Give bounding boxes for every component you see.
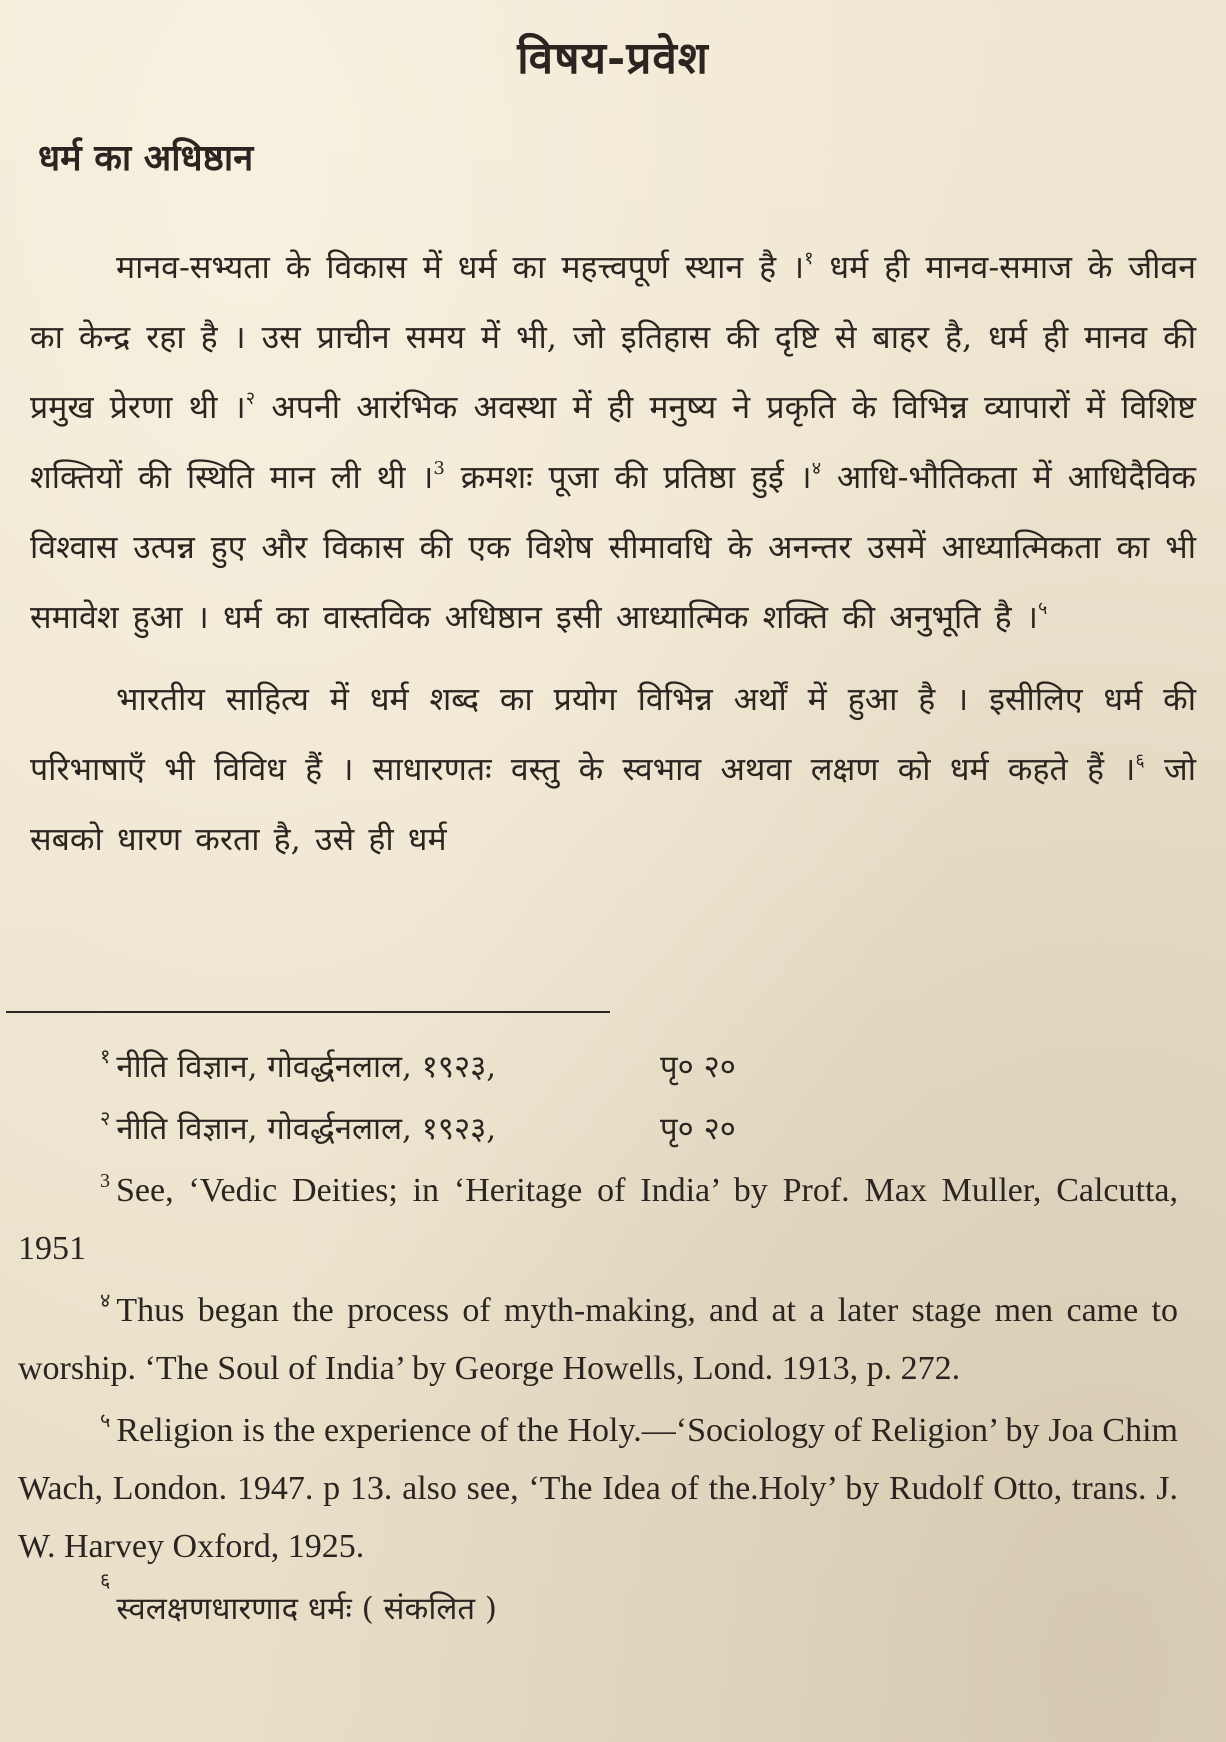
footnote-ref-text: नीति विज्ञान, गोवर्द्धनलाल, १९२३, — [116, 1111, 497, 1147]
footnote-mark: 3 — [100, 1170, 110, 1192]
footnote-ref: ५ — [1037, 598, 1048, 619]
footnote-3 — [18, 1162, 1178, 1278]
page-title: विषय-प्रवेश — [517, 33, 709, 84]
footnote-mark: ६ — [100, 1568, 111, 1592]
text-segment: धर्म ही मानव-समाज के जीवन का केन्द्र रहा है । उस प्राचीन समय में भी, जो इतिहास की दृष्टि से बाहर है, धर्म ही मानव की प्रमुख प्रेरणा थी । — [30, 248, 1196, 426]
footnote-text: स्वलक्षणधारणाद धर्मः ( संकलित ) — [116, 1591, 497, 1627]
footnote-divider — [6, 1011, 610, 1013]
text-segment: भारतीय साहित्य में धर्म शब्द का प्रयोग विभिन्न अर्थों में हुआ है । इसीलिए धर्म की परिभाषाएँ भी विविध हैं । साधारणतः वस्तु के स्वभाव अथवा लक्षण को धर्म कहते हैं । — [30, 680, 1196, 788]
paragraph-1 — [30, 232, 1196, 652]
footnote-ref: ६ — [1135, 750, 1145, 771]
text-segment: जो सबको धारण करता है, उसे ही धर्म — [30, 750, 1196, 858]
footnote-mark: ४ — [100, 1290, 111, 1312]
text-segment: मानव-सभ्यता के विकास में धर्म का महत्त्वपूर्ण स्थान है । — [116, 248, 805, 286]
section-heading: धर्म का अधिष्ठान — [38, 137, 254, 179]
text-segment: अपनी आरंभिक अवस्था में ही मनुष्य ने प्रकृति के विभिन्न व्यापारों में विशिष्ट शक्तियों की स्थिति मान ली थी । — [30, 388, 1196, 496]
footnote-text: Religion is the experience of the Holy.—‘Sociology of Religion’ by Joa Chim Wach, London. 1947. p 13. also see, ‘The Idea of the.Holy’ by Rudolf Otto, trans. J. W. Harvey Oxford, 1925. — [18, 1412, 1178, 1565]
footnote-ref: १ — [804, 248, 814, 269]
text-segment: क्रमशः पूजा की प्रतिष्ठा हुई । — [444, 458, 812, 496]
footnote-4 — [18, 1282, 1178, 1398]
footnote-mark: १ — [100, 1044, 111, 1068]
footnote-page: पृ० २० — [660, 1111, 736, 1147]
footnote-1 — [18, 1038, 1178, 1096]
footnote-6 — [18, 1568, 1178, 1638]
footnote-ref: 3 — [433, 458, 445, 479]
footnote-text: See, ‘Vedic Deities; in ‘Heritage of India’ by Prof. Max Muller, Calcutta, 1951 — [18, 1172, 1178, 1267]
text-segment: आधि-भौतिकता में आधिदैविक विश्वास उत्पन्न हुए और विकास की एक विशेष सीमावधि के अनन्तर उसमें आध्यात्मिकता का भी समावेश हुआ । धर्म का वास्तविक अधिष्ठान इसी आध्यात्मिक शक्ति की अनुभूति है । — [30, 458, 1196, 636]
footnotes — [18, 1038, 1178, 1642]
paragraph-2 — [30, 664, 1196, 874]
footnote-2 — [18, 1100, 1178, 1158]
footnote-text: Thus began the process of myth-making, and at a later stage men came to worship. ‘The Soul of India’ by George Howells, Lond. 1913, p. 272. — [18, 1292, 1178, 1387]
footnote-mark: ५ — [100, 1410, 111, 1432]
footnote-page: पृ० २० — [660, 1049, 736, 1085]
footnote-mark: २ — [100, 1106, 111, 1130]
footnote-ref: २ — [245, 388, 256, 409]
footnote-ref: ४ — [811, 458, 822, 479]
footnote-ref-text: नीति विज्ञान, गोवर्द्धनलाल, १९२३, — [116, 1049, 497, 1085]
footnote-5 — [18, 1402, 1178, 1576]
body-text — [30, 232, 1196, 886]
